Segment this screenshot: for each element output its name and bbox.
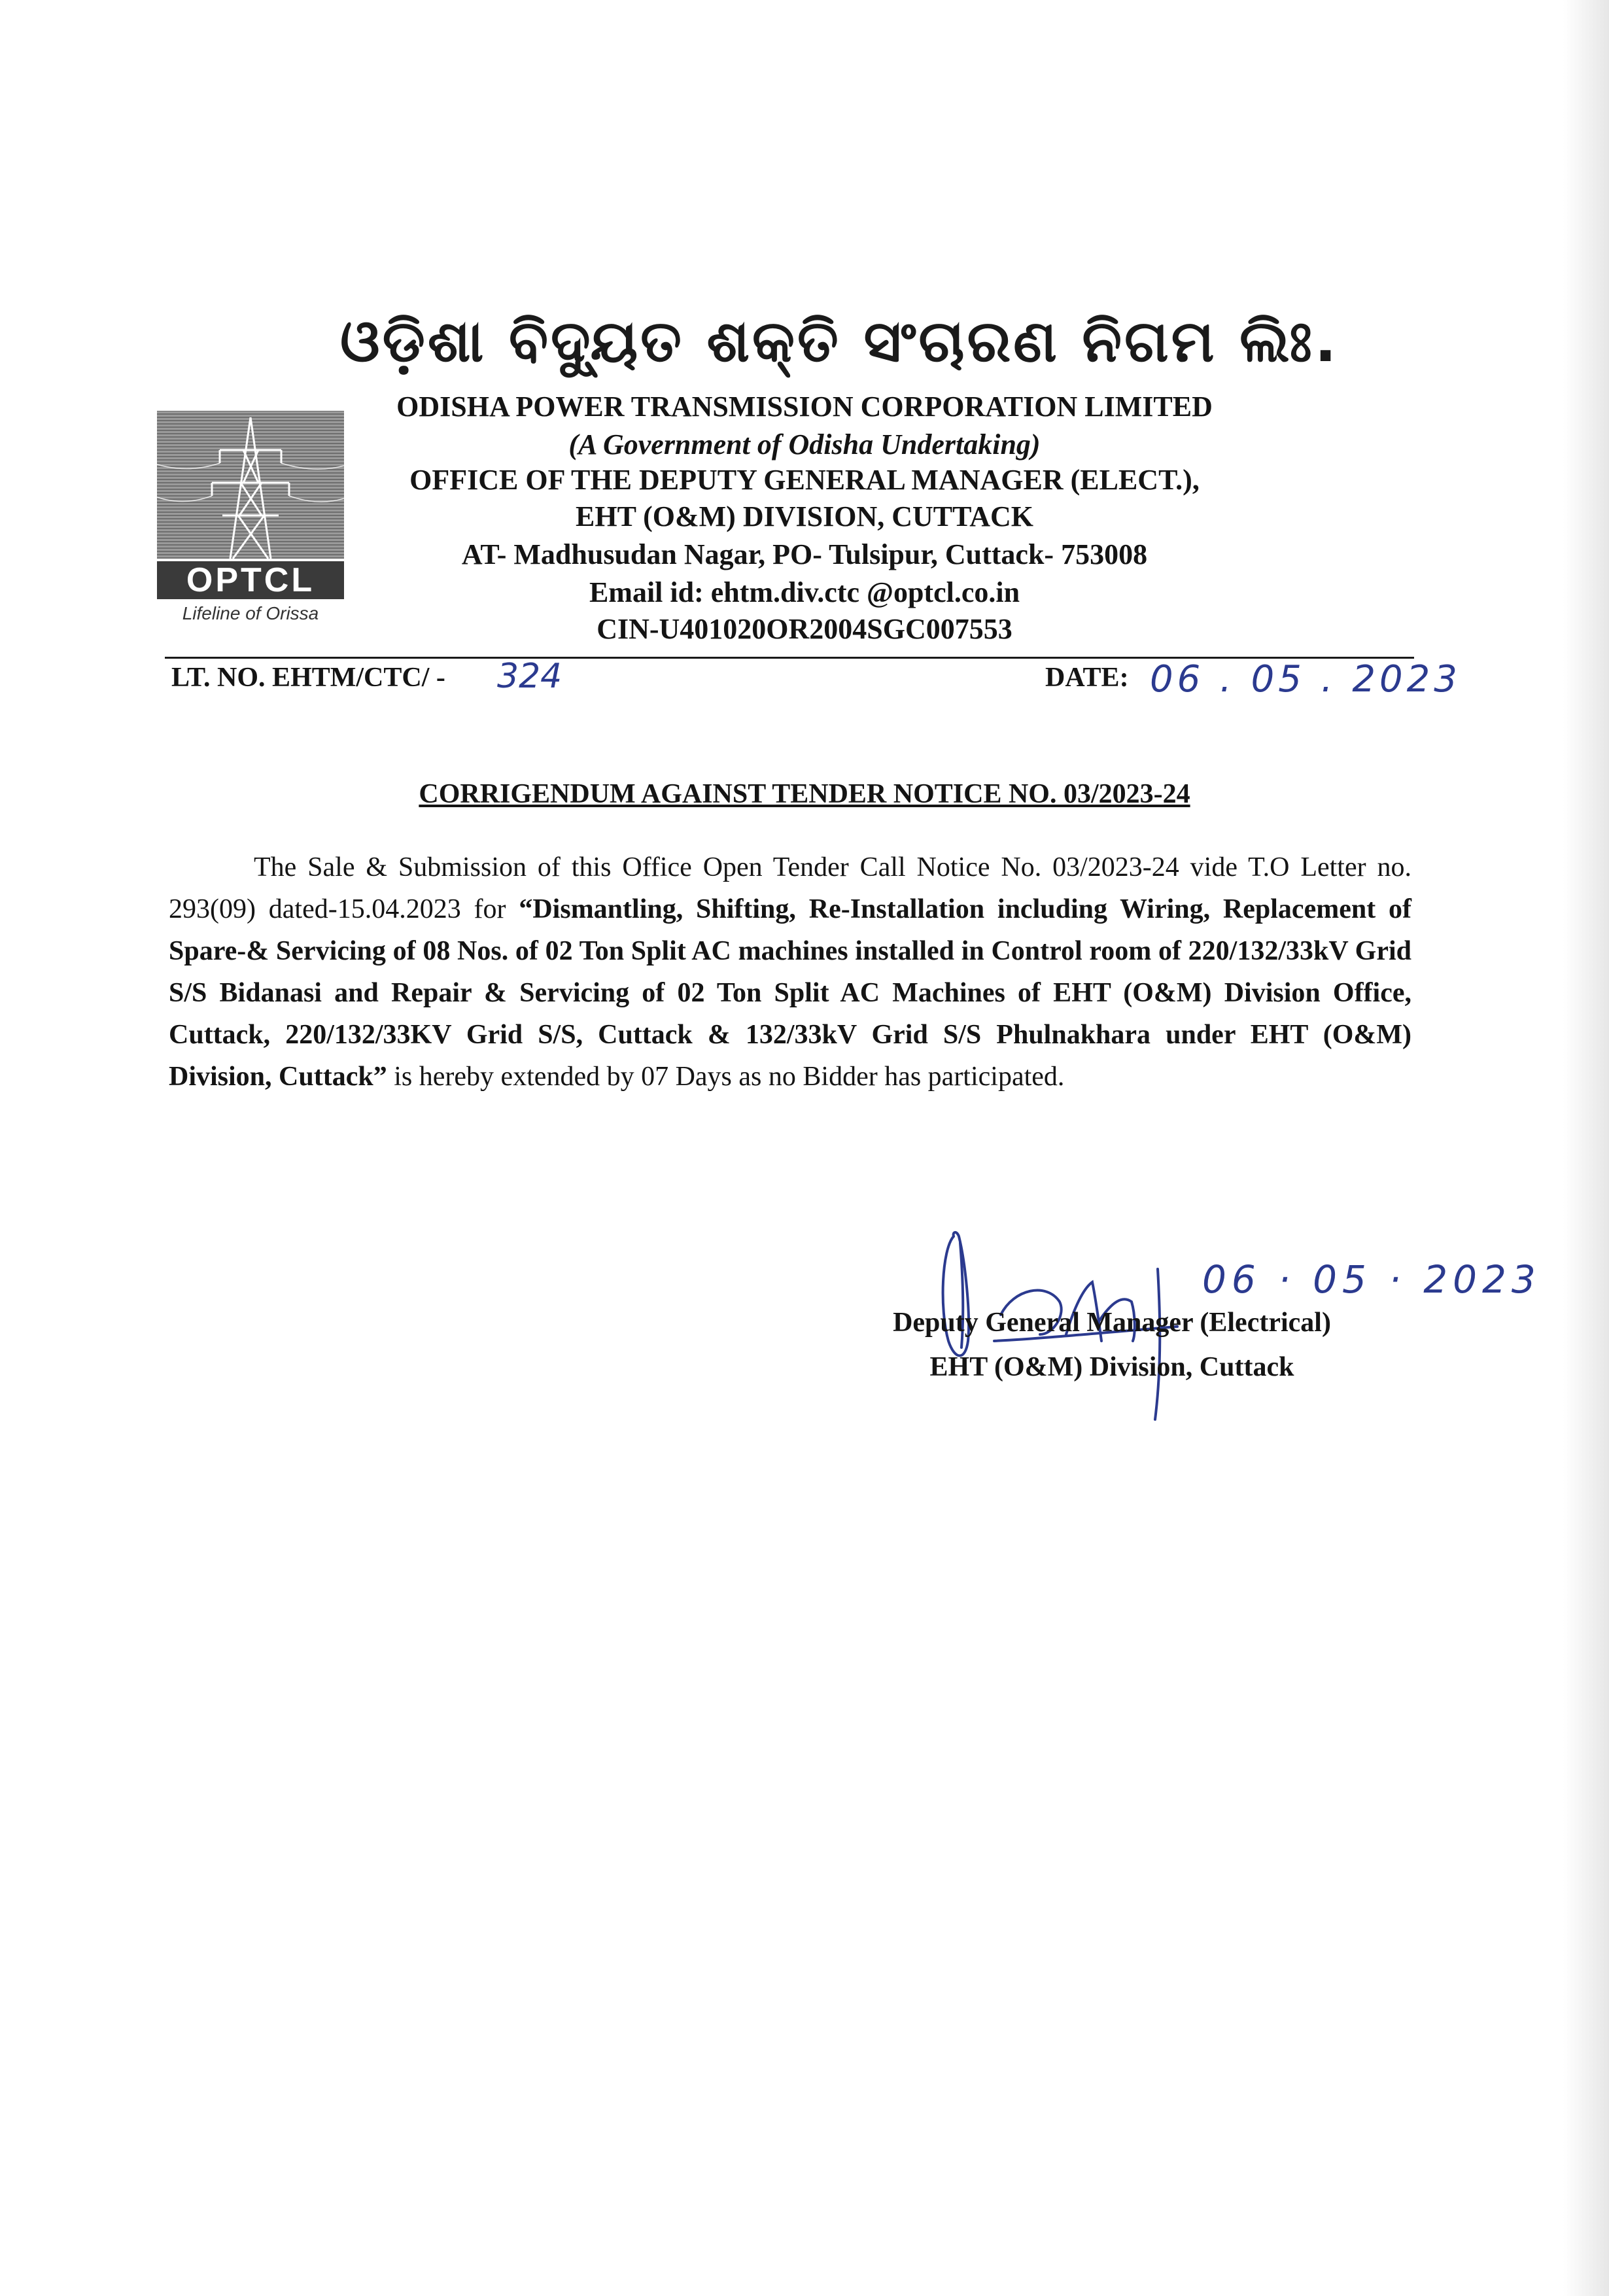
company-name: ODISHA POWER TRANSMISSION CORPORATION LIMITED bbox=[396, 391, 1213, 423]
office-name: OFFICE OF THE DEPUTY GENERAL MANAGER (ELECT.), bbox=[409, 464, 1200, 496]
page-edge-shadow bbox=[1563, 0, 1609, 2296]
body-work-description: “Dismantling, Shifting, Re-Installation including Wiring, Replacement of Spare-& Servicing of 08 Nos. of 02 Ton Split AC machines installed in Control room of 220/132/33kV Grid S/S Bidanasi and Repair & Servicing of 02 Ton Split AC Machines of EHT (O&M) Division Office, Cuttack, 220/132/33KV Grid S/S, Cuttack & 132/33kV Grid S/S Phulnakhara under EHT (O&M) Division, Cuttack” bbox=[169, 894, 1411, 1092]
date-label: DATE: bbox=[1045, 663, 1129, 693]
odia-company-title: ଓଡ଼ିଶା ବିଦ୍ୟୁତ ଶକ୍ତି ସଂଚାରଣ ନିଗମ ଲିଃ. bbox=[340, 307, 1340, 375]
company-cin: CIN-U401020OR2004SGC007553 bbox=[597, 613, 1012, 645]
logo-wordmark: OPTCL bbox=[157, 561, 344, 599]
office-email: Email id: ehtm.div.ctc @optcl.co.in bbox=[589, 576, 1020, 608]
division-name: EHT (O&M) DIVISION, CUTTACK bbox=[576, 500, 1033, 532]
office-address: AT- Madhusudan Nagar, PO- Tulsipur, Cuttack- 753008 bbox=[461, 538, 1148, 570]
subject-heading: CORRIGENDUM AGAINST TENDER NOTICE NO. 03/2023-24 bbox=[419, 779, 1190, 809]
date-handwritten: 06 . 05 . 2023 bbox=[1150, 658, 1461, 701]
signatory-division: EHT (O&M) Division, Cuttack bbox=[929, 1352, 1294, 1382]
body-paragraph bbox=[169, 846, 1411, 1098]
signature-date-handwritten: 06 · 05 · 2023 bbox=[1202, 1257, 1541, 1302]
company-subtitle: (A Government of Odisha Undertaking) bbox=[568, 428, 1041, 461]
body-intro: The Sale & Submission of this Office Open Tender Call Notice No. 03/2023-24 vide T.O Letter no. 293(09) dated-15.04.2023 for bbox=[169, 852, 1411, 924]
body-conclusion: is hereby extended by 07 Days as no Bidder has participated. bbox=[387, 1062, 1065, 1092]
logo-tagline: Lifeline of Orissa bbox=[182, 603, 319, 623]
letter-number-handwritten: 324 bbox=[497, 657, 562, 696]
letter-number-label: LT. NO. EHTM/CTC/ - bbox=[171, 663, 445, 693]
signatory-designation: Deputy General Manager (Electrical) bbox=[893, 1308, 1331, 1338]
